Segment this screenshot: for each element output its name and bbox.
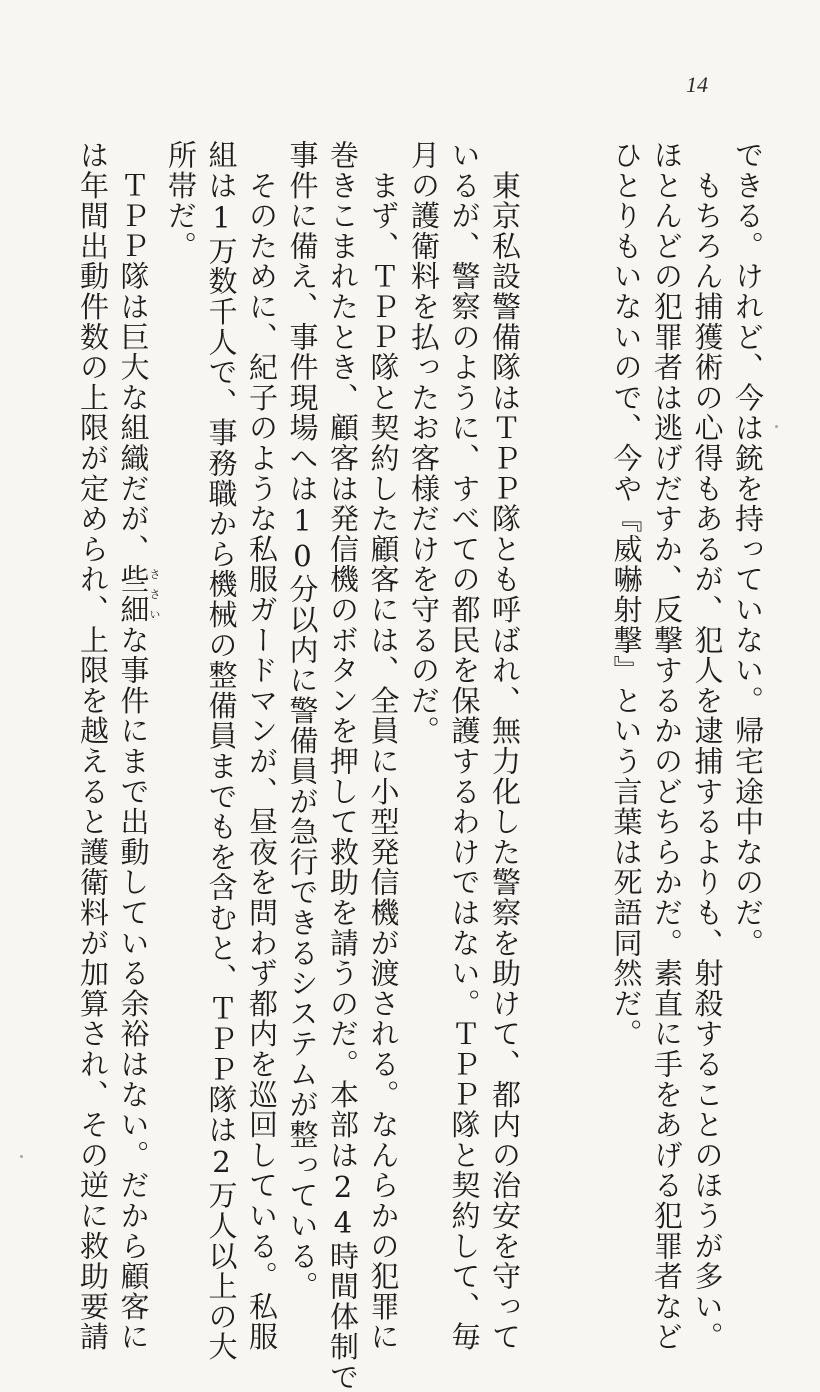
text-line: 巻きこまれたとき、顧客は発信機のボタンを押して救助を請うのだ。本部は24時間体制で [326, 140, 360, 1392]
text-line: できる。けれど、今は銃を持っていない。帰宅途中なのだ。 [731, 140, 765, 959]
text-line: ひとりもいないので、今や『威嚇射撃』という言葉は死語同然だ。 [609, 140, 644, 1049]
text-line: 所帯だ。 [164, 140, 198, 262]
text-line: まず、ＴＰＰ隊と契約した顧客には、全員に小型発信機が渡される。なんらかの犯罪に [366, 140, 401, 1352]
blank-line [525, 140, 566, 1140]
furigana-ruby: 些細ささい [116, 564, 161, 625]
text-line: 月の護衛料を払ったお客様だけを守るのだ。 [407, 140, 441, 746]
text-line: ＴＰＰ隊は巨大な組織だが、些細ささいな事件にまで出動している余裕はない。だから顧客に [116, 140, 161, 1353]
text-line: 東京私設警備隊はＴＰＰ隊とも呼ばれ、無力化した警察を助けて、都内の治安を守って [488, 140, 522, 1352]
text-line: いるが、警察のように、すべての都民を保護するわけではない。ＴＰＰ隊と契約して、毎 [447, 140, 482, 1352]
text-line: 事件に備え、事件現場へは10分以内に警備員が急行できるシステムが整っている。 [285, 140, 320, 1302]
text-line: 組は1万数千人で、事務職から機械の整備員までもを含むと、ＴＰＰ隊は2万人以上の大 [204, 140, 239, 1362]
vertical-text-body [76, 140, 768, 1392]
furigana-reading: ささい [148, 564, 161, 625]
text-line: もちろん捕獲術の心得もあるが、犯人を逮捕するよりも、射殺することのほうが多い。 [690, 140, 725, 1352]
page-number: 14 [686, 72, 708, 97]
paper-speck [775, 425, 778, 428]
text-line: ほとんどの犯罪者は逃げだすか、反撃するかのどちらかだ。素直に手をあげる犯罪者など [650, 140, 684, 1352]
paper-speck [20, 1155, 23, 1158]
text-line: は年間出動件数の上限が定められ、上限を越えると護衛料が加算され、その逆に救助要請 [76, 140, 110, 1352]
blank-line [566, 140, 607, 1140]
text-line: そのために、紀子のような私服ガードマンが、昼夜を問わず都内を巡回している。私服 [245, 140, 279, 1352]
